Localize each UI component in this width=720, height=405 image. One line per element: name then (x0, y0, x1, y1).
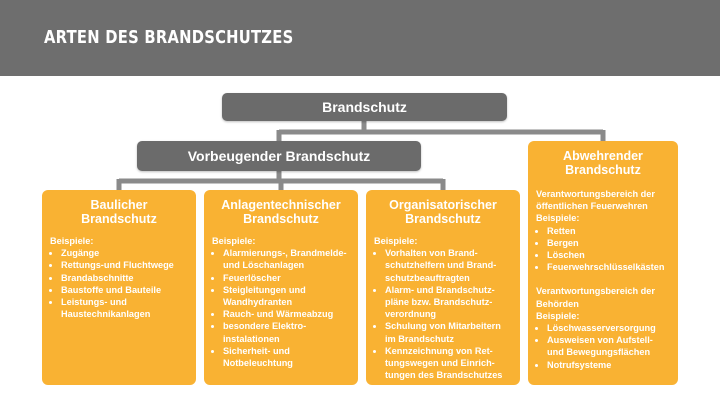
card-title (536, 149, 670, 177)
list-item: • Notrufsysteme (547, 359, 670, 371)
node-brandschutz (222, 93, 507, 121)
examples-list (536, 225, 670, 274)
card-title-line: Organisatorischer (389, 198, 497, 212)
list-item: • Feuerwehrschlüsselkästen (547, 261, 670, 273)
card-title-line: Anlagentechnischer (221, 198, 341, 212)
card-body (374, 235, 512, 381)
list-item: • Steigleitungen und Wandhydranten (223, 284, 350, 308)
node-vorbeugender-brandschutz (137, 141, 421, 171)
card-body (50, 235, 188, 320)
card-title-line: Brandschutz (565, 163, 641, 177)
examples-label: Beispiele: (212, 236, 256, 246)
list-item: • Zugänge (61, 247, 188, 259)
card-title (212, 198, 350, 226)
examples-label: Beispiele: (536, 213, 580, 224)
examples-list (212, 247, 350, 369)
card-organisatorischer-brandschutz (366, 190, 520, 385)
list-item: • Ausweisen von Aufstell- und Bewegungsflächen (547, 334, 670, 358)
list-item: • Schulung von Mitarbeitern im Brandschutz (385, 320, 512, 344)
examples-list (536, 322, 670, 371)
list-item: • Alarm- und Brandschutz-pläne bzw. Brandschutz-verordnung (385, 284, 512, 321)
card-baulicher-brandschutz (42, 190, 196, 385)
list-item: • Bergen (547, 237, 670, 249)
card-abwehrender-brandschutz (528, 141, 678, 385)
examples-label: Beispiele: (50, 236, 94, 246)
card-body (212, 235, 350, 369)
examples-list (374, 247, 512, 381)
list-item: • Sicherheit- und Notbeleuchtung (223, 345, 350, 369)
section-heading: Verantwortungsbereich der Behörden (536, 286, 655, 309)
list-item: • Leistungs- und Haustechnikanlagen (61, 296, 188, 320)
list-item: • Alarmierungs-, Brandmelde- und Löschanlagen (223, 247, 350, 271)
card-title (374, 198, 512, 226)
card-anlagentechnischer-brandschutz (204, 190, 358, 385)
list-item: • Rauch- und Wärmeabzug (223, 308, 350, 320)
section-spacer (536, 273, 670, 285)
list-item: • Brandabschnitte (61, 272, 188, 284)
examples-label: Beispiele: (374, 236, 418, 246)
examples-label: Beispiele: (536, 310, 580, 321)
list-item: • Vorhalten von Brand-schutzhelfern und Brand-schutzbeauftragten (385, 247, 512, 284)
examples-list (50, 247, 188, 320)
list-item: • Retten (547, 225, 670, 237)
card-title-line: Brandschutz (405, 212, 481, 226)
list-item: • besondere Elektro-instalationen (223, 320, 350, 344)
list-item: • Rettungs-und Fluchtwege (61, 259, 188, 271)
list-item: • Löschen (547, 249, 670, 261)
list-item: • Löschwasserversorgung (547, 322, 670, 334)
list-item: • Baustoffe und Bauteile (61, 284, 188, 296)
card-title-line: Brandschutz (81, 212, 157, 226)
list-item: • Kennzeichnung von Ret-tungswegen und Einrich-tungen des Brandschutzes (385, 345, 512, 382)
card-title-line: Abwehrender (563, 149, 643, 163)
node-brandschutz-label: Brandschutz (322, 99, 407, 115)
list-item: • Feuerlöscher (223, 272, 350, 284)
node-vorbeugender-label: Vorbeugender Brandschutz (187, 148, 371, 164)
card-title (50, 198, 188, 226)
card-title-line: Brandschutz (243, 212, 319, 226)
card-title-line: Baulicher (90, 198, 148, 212)
card-body (536, 188, 670, 371)
section-heading: Verantwortungsbereich der öffentlichen Feuerwehren (536, 189, 655, 212)
page-title: ARTEN DES BRANDSCHUTZES (44, 27, 294, 48)
